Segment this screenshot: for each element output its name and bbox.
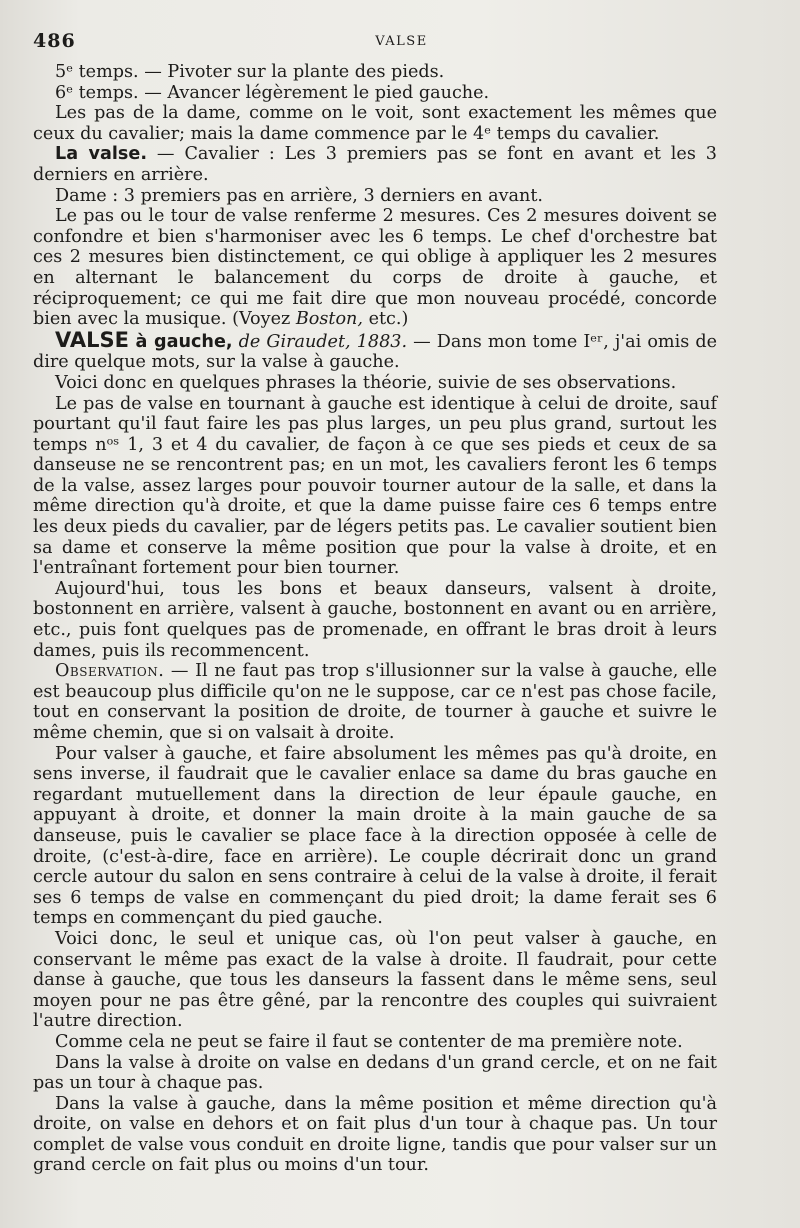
paragraph-voici-donc: Voici donc, le seul et unique cas, où l'on peut valser à gauche, en conservant le même pas exact de la valse à droite. Il faudrait, pour cette danse à gauche, que tous les danseurs la fassent dans le même sens, seul moyen pour ne pas être gêné, par la rencontre des couples qui suivraient l'autre direction. xyxy=(33,928,717,1032)
paragraph-text: — Il ne faut pas trop s'illusionner sur la valse à gauche, elle est beaucoup plus difficile qu'on ne le suppose, car ce n'est pas chose facile, tout en conservant la position de droite, de tourner à gauche et suivre le même chemin, que si on valsait à droite. xyxy=(33,661,717,743)
paragraph-comme-cela: Comme cela ne peut se faire il faut se contenter de ma première note. xyxy=(55,1031,683,1052)
paragraph-observation xyxy=(33,661,717,743)
paragraph-valse-a-gauche xyxy=(33,327,717,373)
page-body xyxy=(33,62,717,1176)
paragraph-valse-droite: Dans la valse à droite on valse en dedans d'un grand cercle, et on ne fait pas un tour à chaque pas. xyxy=(33,1052,717,1094)
paragraph-aujourdhui: Aujourd'hui, tous les bons et beaux danseurs, valsent à droite, bostonnent en arrière, valsent à gauche, bostonnent en avant ou en arrière, etc., puis font quelques pas de promenade, en offrant le bras droit à leurs dames, puis ils recommencent. xyxy=(33,578,717,661)
paragraph-temps-5: 5ᵉ temps. — Pivoter sur la plante des pieds. xyxy=(55,62,445,82)
section-heading-author: de Giraudet, 1883. xyxy=(232,331,408,352)
paragraph-pas-tournant: Le pas de valse en tournant à gauche est identique à celui de droite, sauf pourtant qu'il faut faire les pas plus larges, un peu plus grand, surtout les temps nᵒˢ 1, 3 et 4 du cavalier, de façon à ce que ses pieds et ceux de sa danseuse ne se rencontrent pas; en un mot, les cavaliers feront les 6 temps de la valse, assez larges pour pouvoir tourner autour de la salle, et dans la même direction qu'à droite, et que la dame puisse faire ces 6 temps entre les deux pieds du cavalier, par de légers petits pas. Le cavalier soutient bien sa dame et conserve la même position que pour la valse à droite, et en l'entraînant fortement pour bien tourner. xyxy=(33,393,717,579)
observation-label: Observation. xyxy=(55,661,165,682)
paragraph-pour-valser: Pour valser à gauche, et faire absolument les mêmes pas qu'à droite, en sens inverse, il faudrait que le cavalier enlace sa dame du bras gauche en regardant mutuellement dans la direction de leur épaule gauche, en appuyant à droite, et donner la main droite à la main gauche de sa danseuse, puis le cavalier se place face à la direction opposée à celle de droite, (c'est-à-dire, face en arrière). Le couple décrirait donc un grand cercle autour du salon en sens contraire à celui de la valse à droite, il ferait ses 6 temps de valse en commençant du pied droit; la dame ferait ses 6 temps en commençant du pied gauche. xyxy=(33,743,717,929)
page-number: 486 xyxy=(33,30,76,52)
italic-reference: Boston, xyxy=(295,309,363,330)
paragraph-la-valse xyxy=(33,144,717,185)
page-header xyxy=(33,30,770,52)
section-heading-a-gauche: à gauche, xyxy=(128,331,233,352)
paragraph-valse-gauche: Dans la valse à gauche, dans la même position et même direction qu'à droite, on valse en dehors et on fait plus d'un tour à chaque pas. Un tour complet de valse vous conduit en droite ligne, tandis que pour valser sur un grand cercle on fait plus ou moins d'un tour. xyxy=(33,1093,717,1176)
paragraph-text: — Dans mon tome Iᵉʳ, j'ai omis de dire quelque mots, sur la valse à gauche. xyxy=(33,331,717,373)
paragraph-tail: etc.) xyxy=(362,309,409,330)
paragraph-mesures xyxy=(33,206,717,330)
paragraph-pas-dame: Les pas de la dame, comme on le voit, sont exactement les mêmes que ceux du cavalier; mais la dame commence par le 4ᵉ temps du cavalier. xyxy=(33,103,717,144)
paragraph-temps-6: 6ᵉ temps. — Avancer légèrement le pied gauche. xyxy=(55,82,490,103)
paragraph-dame: Dame : 3 premiers pas en arrière, 3 derniers en avant. xyxy=(55,185,544,206)
section-heading-la-valse: La valse. xyxy=(55,144,147,165)
paragraph-theorie: Voici donc en quelques phrases la théorie, suivie de ses observations. xyxy=(55,372,677,393)
section-heading-valse: VALSE xyxy=(55,327,129,352)
paragraph-text: — Cavalier : Les 3 premiers pas se font en avant et les 3 derniers en arrière. xyxy=(33,144,717,185)
running-head: VALSE xyxy=(375,34,428,49)
paragraph-text: Le pas ou le tour de valse renferme 2 mesures. Ces 2 mesures doivent se confondre et bien s'harmoniser avec les 6 temps. Le chef d'orchestre bat ces 2 mesures bien distinctement, ce qui oblige à appliquer les 2 mesures en alternant le balancement du corps de droite à gauche, et réciproquement; ce qui me fait dire que mon nouveau procédé, concorde bien avec la musique. (Voyez xyxy=(33,206,717,330)
